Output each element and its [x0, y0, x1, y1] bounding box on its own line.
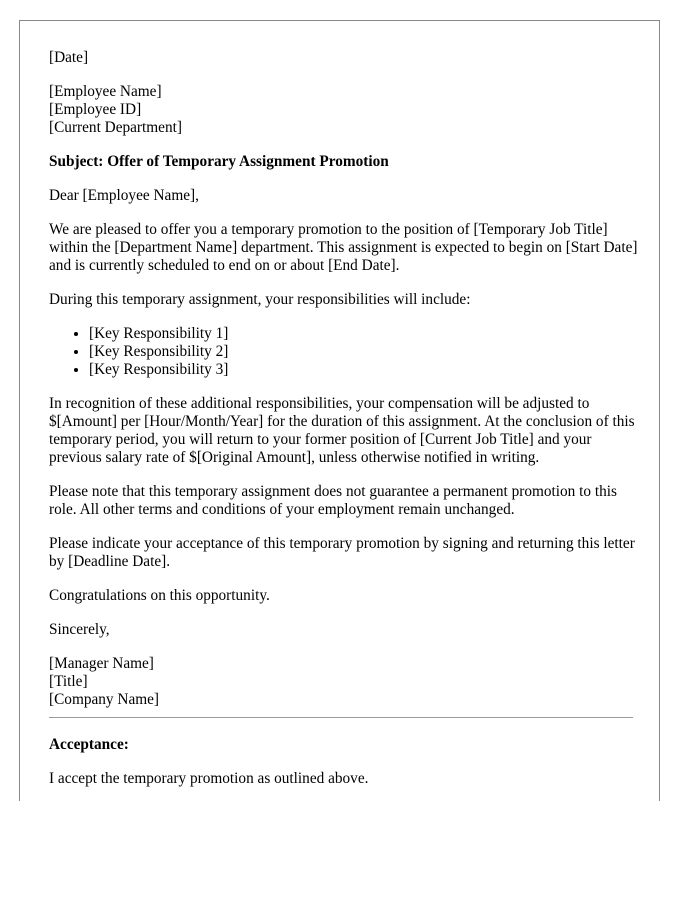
- paragraph-offer: We are pleased to offer you a temporary promotion to the position of [Temporary Job Title] within the [Department Name] department. This assignment is expected to begin on [Start Date] and is currently scheduled to end on or about [End Date].: [49, 221, 638, 274]
- responsibilities-list: [49, 325, 639, 379]
- salutation: Dear [Employee Name],: [49, 187, 199, 204]
- letter-page: [19, 20, 660, 801]
- closing: Sincerely,: [49, 621, 110, 638]
- recipient-block: [49, 83, 639, 137]
- list-item: • [Key Responsibility 2]: [89, 343, 639, 361]
- sender-title: [Title]: [49, 673, 88, 690]
- letter-content: [49, 49, 639, 801]
- paragraph-responsibilities-intro: During this temporary assignment, your responsibilities will include:: [49, 291, 471, 308]
- acceptance-statement: I accept the temporary promotion as outlined above.: [49, 770, 369, 787]
- congratulations: Congratulations on this opportunity.: [49, 587, 270, 604]
- paragraph-note: Please note that this temporary assignment does not guarantee a permanent promotion to this role. All other terms and conditions of your employment remain unchanged.: [49, 483, 617, 518]
- acceptance-heading: Acceptance:: [49, 736, 129, 753]
- paragraph-compensation: In recognition of these additional responsibilities, your compensation will be adjusted to $[Amount] per [Hour/Month/Year] for the duration of this assignment. At the conclusion of this temporary period, you will return to your former position of [Current Job Title] and your previous salary rate of $[Original Amount], unless otherwise notified in writing.: [49, 395, 635, 466]
- list-item: • [Key Responsibility 3]: [89, 361, 639, 379]
- recipient-name: [Employee Name]: [49, 83, 162, 100]
- sender-block: [49, 655, 639, 709]
- divider: [49, 717, 633, 718]
- sender-name: [Manager Name]: [49, 655, 154, 672]
- letter-date: [Date]: [49, 49, 89, 66]
- paragraph-acceptance-request: Please indicate your acceptance of this temporary promotion by signing and returning this letter by [Deadline Date].: [49, 535, 635, 570]
- recipient-id: [Employee ID]: [49, 101, 142, 118]
- subject-line: Subject: Offer of Temporary Assignment Promotion: [49, 153, 389, 170]
- list-item: • [Key Responsibility 1]: [89, 325, 639, 343]
- sender-company: [Company Name]: [49, 691, 160, 708]
- recipient-department: [Current Department]: [49, 119, 182, 136]
